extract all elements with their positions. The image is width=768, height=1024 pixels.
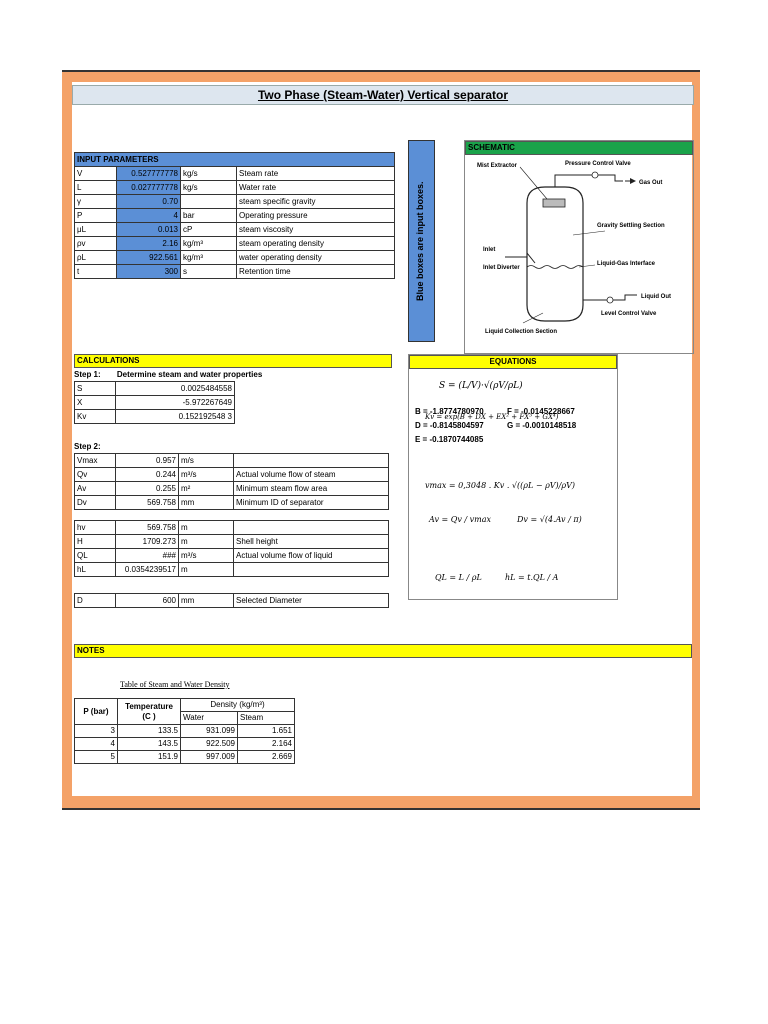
calc-symbol: D [75,594,116,608]
table-row [75,738,295,751]
calc-description: Shell height [234,535,389,549]
table-row [75,482,389,496]
step1-desc: Determine steam and water properties [116,370,263,379]
calc-value: 0.244 [116,468,179,482]
density-temperature: 133.5 [118,725,181,738]
calc-value: 0.152192548 3 [116,410,235,424]
table-row [75,251,395,265]
table-row [75,181,395,195]
eq-f: F = -0.0145228667 [507,407,575,416]
eq-hl: hL = t.QL / A [505,573,559,582]
param-description: water operating density [237,251,395,265]
label-lcv: Level Control Valve [601,311,657,317]
calc-value: 569.758 [116,521,179,535]
label-interface: Liquid-Gas Interface [597,261,656,267]
table-row [75,265,395,279]
calc-value: 600 [116,594,179,608]
table-row [75,237,395,251]
col-water: Water [181,712,238,725]
input-note-box [408,140,435,342]
param-unit: s [180,265,236,279]
step1-table [74,381,235,424]
calc-description: Actual volume flow of liquid [234,549,389,563]
table-row [75,563,389,577]
calc-value: 0.0354239517 [116,563,179,577]
col-temperature: Temperature (C ) [118,699,181,725]
calc-symbol: Av [75,482,116,496]
calc-symbol: QL [75,549,116,563]
calc-value: 0.0025484558 [116,382,235,396]
calc-unit: mm [179,594,234,608]
input-note-text: Blue boxes are input boxes. [415,181,425,301]
density-section [74,698,295,764]
label-pcv: Pressure Control Valve [565,161,631,167]
level-valve-icon [607,297,613,303]
calc-unit: m [179,521,234,535]
calc-header: CALCULATIONS [74,354,392,368]
param-value-input: 0.013 [116,223,180,237]
calc-symbol: X [75,396,116,410]
calc-description [234,521,389,535]
eq-d: D = -0.8145804597 [415,421,484,430]
input-table [74,152,395,279]
eq-vmax: vmax = 0,3048 . Kv . √((ρL − ρV)/ρV) [425,481,575,490]
calc-value: 0.255 [116,482,179,496]
input-header: INPUT PARAMETERS [75,153,395,167]
separator-schematic [465,155,691,351]
param-unit [180,195,236,209]
calc-description: Actual volume flow of steam [234,468,389,482]
table-row [75,535,389,549]
mist-extractor-shape [543,199,565,207]
density-table [74,698,295,764]
table-row [75,521,389,535]
param-description: steam viscosity [237,223,395,237]
calc-section [74,354,392,608]
calc-symbol: Vmax [75,454,116,468]
input-section [74,152,395,279]
table-row [75,468,389,482]
calc-value: ### [116,549,179,563]
param-symbol: μL [75,223,117,237]
calc-value: -5.972267649 [116,396,235,410]
table-row [75,195,395,209]
calc-description [234,454,389,468]
calc-unit: m² [179,482,234,496]
calc-description [234,563,389,577]
calc-symbol: hv [75,521,116,535]
param-description: Water rate [237,181,395,195]
step2-label: Step 2: [74,442,101,451]
label-diverter: Inlet Diverter [483,265,520,271]
table-row [75,167,395,181]
calc-symbol: Dv [75,496,116,510]
param-description: Operating pressure [237,209,395,223]
eq-dv: Dv = √(4.Av / π) [517,515,582,524]
eq-ql: QL = L / ρL [435,573,482,582]
density-water: 997.009 [181,751,238,764]
table-row [75,496,389,510]
calc-description: Selected Diameter [234,594,389,608]
notes-header: NOTES [74,644,692,658]
table-row [75,382,235,396]
density-table-title: Table of Steam and Water Density [120,680,230,689]
worksheet-frame [62,70,700,810]
table-row [75,725,295,738]
step2-table [74,453,389,510]
param-symbol: V [75,167,117,181]
label-gas-out: Gas Out [639,180,663,186]
calc-symbol: Qv [75,468,116,482]
density-water: 922.509 [181,738,238,751]
param-symbol: ρL [75,251,117,265]
calc-unit: m/s [179,454,234,468]
selected-diameter-table [74,593,389,608]
calc-unit: m [179,535,234,549]
eq-kv: Kv = exp(B + DX + EX² + FX³ + GX⁴) [425,413,559,421]
density-steam: 2.164 [238,738,295,751]
param-value-input: 300 [116,265,180,279]
step1-line [74,368,392,381]
equations-panel [408,354,618,600]
col-density: Density (kg/m³) [181,699,295,712]
step1-label: Step 1: [74,370,101,379]
label-mist: Mist Extractor [477,163,518,169]
param-symbol: γ [75,195,117,209]
calc-value: 1709.273 [116,535,179,549]
interface-line [527,266,583,269]
param-symbol: t [75,265,117,279]
table-row [75,751,295,764]
density-temperature: 143.5 [118,738,181,751]
param-value-input: 0.70 [116,195,180,209]
density-pressure: 3 [75,725,118,738]
table-row [75,209,395,223]
param-value-input: 922.561 [116,251,180,265]
density-steam: 1.651 [238,725,295,738]
param-description: Steam rate [237,167,395,181]
param-unit: kg/m³ [180,251,236,265]
param-unit: kg/s [180,181,236,195]
calc-unit: m³/s [179,468,234,482]
label-liquid-out: Liquid Out [641,294,671,300]
param-symbol: P [75,209,117,223]
table-row [75,594,389,608]
param-symbol: L [75,181,117,195]
param-symbol: ρv [75,237,117,251]
density-pressure: 5 [75,751,118,764]
schematic-header: SCHEMATIC [465,141,693,155]
calc-symbol: Kv [75,410,116,424]
eq-e: E = -0.1870744085 [415,435,484,444]
calc-value: 0.957 [116,454,179,468]
worksheet [72,82,692,796]
param-value-input: 0.027777778 [116,181,180,195]
param-description: steam specific gravity [237,195,395,209]
eq-s: S = (L/V)·√(ρV/ρL) [439,381,523,391]
table-row [75,454,389,468]
density-steam: 2.669 [238,751,295,764]
calc-description: Minimum ID of separator [234,496,389,510]
label-collection: Liquid Collection Section [485,329,557,335]
table-row [75,549,389,563]
eq-g: G = -0.0010148518 [507,421,577,430]
table-row [75,396,235,410]
param-value-input: 2.16 [116,237,180,251]
calc-unit: m [179,563,234,577]
eq-b: B = -1.8774780970 [415,407,484,416]
col-pressure: P (bar) [75,699,118,725]
pressure-valve-icon [592,172,598,178]
table-row [75,223,395,237]
param-unit: bar [180,209,236,223]
table-row [75,410,235,424]
calc-value: 569.758 [116,496,179,510]
param-value-input: 4 [116,209,180,223]
param-unit: kg/m³ [180,237,236,251]
calc-symbol: S [75,382,116,396]
param-unit: cP [180,223,236,237]
calc-unit: m³/s [179,549,234,563]
col-steam: Steam [238,712,295,725]
density-pressure: 4 [75,738,118,751]
calc-symbol: H [75,535,116,549]
label-inlet: Inlet [483,247,496,253]
calc-unit: mm [179,496,234,510]
calc-symbol: hL [75,563,116,577]
label-gravity: Gravity Settling Section [597,223,665,229]
param-description: steam operating density [237,237,395,251]
param-value-input: 0.527777778 [116,167,180,181]
param-description: Retention time [237,265,395,279]
schematic-panel [464,140,694,354]
param-unit: kg/s [180,167,236,181]
equations-header: EQUATIONS [409,355,617,369]
density-water: 931.099 [181,725,238,738]
step3-table [74,520,389,577]
page-title: Two Phase (Steam-Water) Vertical separator [72,85,694,105]
eq-av: Av = Qv / vmax [429,515,492,524]
calc-description: Minimum steam flow area [234,482,389,496]
density-temperature: 151.9 [118,751,181,764]
